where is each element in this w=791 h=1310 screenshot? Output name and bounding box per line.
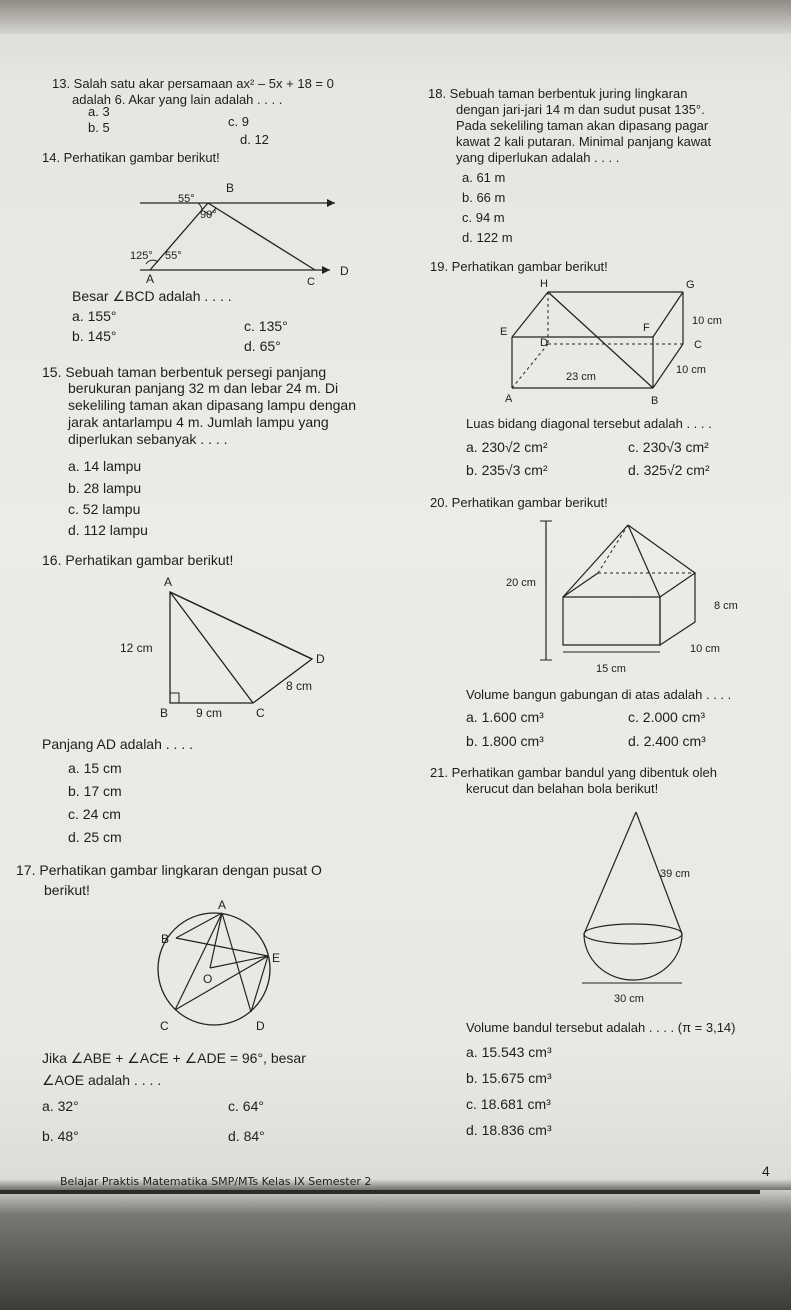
q16-stem: 16. Perhatikan gambar berikut! (42, 552, 234, 568)
q17-label-E: E (272, 951, 281, 965)
q19-option-b: b. 235√3 cm² (466, 462, 548, 478)
q16-option-b: b. 17 cm (68, 783, 122, 799)
q14-label-C: C (307, 276, 315, 288)
q17-label-B: B (161, 932, 170, 946)
q13-line1: 13. Salah satu akar persamaan ax² – 5x + 18 = 0 (52, 76, 334, 91)
q17-label-O: O (203, 972, 213, 986)
q14-label-A: A (146, 272, 155, 286)
q15-option-d: d. 112 lampu (68, 522, 148, 538)
q21-stem2: kerucut dan belahan bola berikut! (466, 781, 659, 796)
q17-label-D: D (256, 1019, 265, 1033)
q15-line2: berukuran panjang 32 m dan lebar 24 m. Di (68, 380, 339, 396)
q19-stem: 19. Perhatikan gambar berikut! (430, 259, 608, 274)
q21-label-39cm: 39 cm (660, 868, 690, 880)
q18-option-d: d. 122 m (462, 230, 513, 245)
q14-label-55-top: 55° (178, 193, 195, 205)
q20-label-10cm: 10 cm (690, 643, 720, 655)
q14-option-a: a. 155° (72, 308, 117, 324)
q21-option-d: d. 18.836 cm³ (466, 1122, 552, 1138)
q20-label-20cm: 20 cm (506, 577, 536, 589)
q19-label-G: G (686, 279, 695, 291)
q18-option-c: c. 94 m (462, 210, 505, 225)
q18-line3: Pada sekeliling taman akan dipasang pagar (456, 118, 709, 133)
q17-option-b: b. 48° (42, 1128, 79, 1144)
q19-label-F: F (643, 322, 650, 334)
q13-option-d: d. 12 (240, 132, 269, 147)
q19-label-A: A (505, 393, 513, 405)
q15-line4: jarak antarlampu 4 m. Jumlah lampu yang (68, 414, 329, 430)
q19-label-10cm-top: 10 cm (692, 315, 722, 327)
q17-stem2: berikut! (44, 882, 90, 898)
q21-label-30cm: 30 cm (614, 993, 644, 1005)
q15-line3: sekeliling taman akan dipasang lampu dengan (68, 397, 356, 413)
page-number: 4 (762, 1163, 770, 1179)
q19-label-10cm-side: 10 cm (676, 364, 706, 376)
q16-label-9cm: 9 cm (196, 706, 223, 720)
q17-stem: 17. Perhatikan gambar lingkaran dengan pusat O (16, 862, 322, 878)
q15-option-c: c. 52 lampu (68, 501, 141, 517)
q17-question: Jika ∠ABE + ∠ACE + ∠ADE = 96°, besar (42, 1050, 306, 1066)
q15-option-b: b. 28 lampu (68, 480, 142, 496)
q14-label-90: 90° (200, 209, 217, 221)
q16-label-C: C (256, 706, 265, 720)
q19-option-a: a. 230√2 cm² (466, 439, 548, 455)
q20-label-15cm: 15 cm (596, 663, 626, 675)
q18-option-a: a. 61 m (462, 170, 506, 185)
q14-label-D: D (340, 264, 349, 278)
q17-option-c: c. 64° (228, 1098, 264, 1114)
q19-label-H: H (540, 278, 548, 290)
q20-option-b: b. 1.800 cm³ (466, 733, 544, 749)
q19-label-B: B (651, 395, 659, 407)
q20-option-a: a. 1.600 cm³ (466, 709, 544, 725)
q14-option-b: b. 145° (72, 328, 117, 344)
q19-option-c: c. 230√3 cm² (628, 439, 709, 455)
q17-option-d: d. 84° (228, 1128, 265, 1144)
footer-book-title: Belajar Praktis Matematika SMP/MTs Kelas IX Semester 2 (60, 1175, 372, 1188)
q15-line5: diperlukan sebanyak . . . . (68, 431, 228, 447)
q21-option-c: c. 18.681 cm³ (466, 1096, 551, 1112)
q20-label-8cm: 8 cm (714, 600, 738, 612)
q14-stem: 14. Perhatikan gambar berikut! (42, 150, 220, 165)
q18-option-b: b. 66 m (462, 190, 506, 205)
q17-question2: ∠AOE adalah . . . . (42, 1072, 162, 1088)
q17-label-A: A (218, 898, 227, 912)
q21-question: Volume bandul tersebut adalah . . . . (π = 3,14) (466, 1020, 736, 1035)
q13-option-b: b. 5 (88, 120, 110, 135)
q17-label-C: C (160, 1019, 169, 1033)
q18-line4: kawat 2 kali putaran. Minimal panjang kawat (456, 134, 712, 149)
footer-rule (0, 1190, 760, 1194)
q17-option-a: a. 32° (42, 1098, 79, 1114)
q21-stem: 21. Perhatikan gambar bandul yang dibentuk oleh (430, 765, 717, 780)
q18-line5: yang diperlukan adalah . . . . (456, 150, 620, 165)
q20-option-d: d. 2.400 cm³ (628, 733, 706, 749)
q21-option-a: a. 15.543 cm³ (466, 1044, 552, 1060)
q13-option-c: c. 9 (228, 114, 249, 129)
q15-option-a: a. 14 lampu (68, 458, 142, 474)
q19-label-E: E (500, 326, 508, 338)
q16-option-a: a. 15 cm (68, 760, 122, 776)
q14-question: Besar ∠BCD adalah . . . . (72, 288, 232, 304)
q14-label-B: B (226, 181, 235, 195)
q14-option-c: c. 135° (244, 318, 288, 334)
q19-option-d: d. 325√2 cm² (628, 462, 710, 478)
q21-option-b: b. 15.675 cm³ (466, 1070, 552, 1086)
q14-label-125: 125° (130, 250, 153, 262)
q18-line2: dengan jari-jari 14 m dan sudut pusat 135°. (456, 102, 705, 117)
q19-label-C: C (694, 339, 702, 351)
q20-option-c: c. 2.000 cm³ (628, 709, 706, 725)
q16-option-c: c. 24 cm (68, 806, 121, 822)
q19-label-23cm: 23 cm (566, 371, 596, 383)
q16-question: Panjang AD adalah . . . . (42, 736, 193, 752)
q16-option-d: d. 25 cm (68, 829, 122, 845)
q20-question: Volume bangun gabungan di atas adalah . . . . (466, 687, 732, 702)
q19-label-D: D (540, 337, 548, 349)
q14-option-d: d. 65° (244, 338, 281, 354)
q19-question: Luas bidang diagonal tersebut adalah . . . . (466, 416, 712, 431)
q15-line1: 15. Sebuah taman berbentuk persegi panjang (42, 364, 327, 380)
q16-label-8cm: 8 cm (286, 679, 313, 693)
q13-line2: adalah 6. Akar yang lain adalah . . . . (72, 92, 283, 107)
q14-label-55-bottom: 55° (165, 250, 182, 262)
q16-label-D: D (316, 652, 325, 666)
q16-label-12cm: 12 cm (120, 641, 153, 655)
q16-label-B: B (160, 706, 169, 720)
q16-label-A: A (164, 575, 173, 589)
q18-line1: 18. Sebuah taman berbentuk juring lingkaran (428, 86, 688, 101)
q20-stem: 20. Perhatikan gambar berikut! (430, 495, 608, 510)
q13-option-a: a. 3 (88, 104, 110, 119)
